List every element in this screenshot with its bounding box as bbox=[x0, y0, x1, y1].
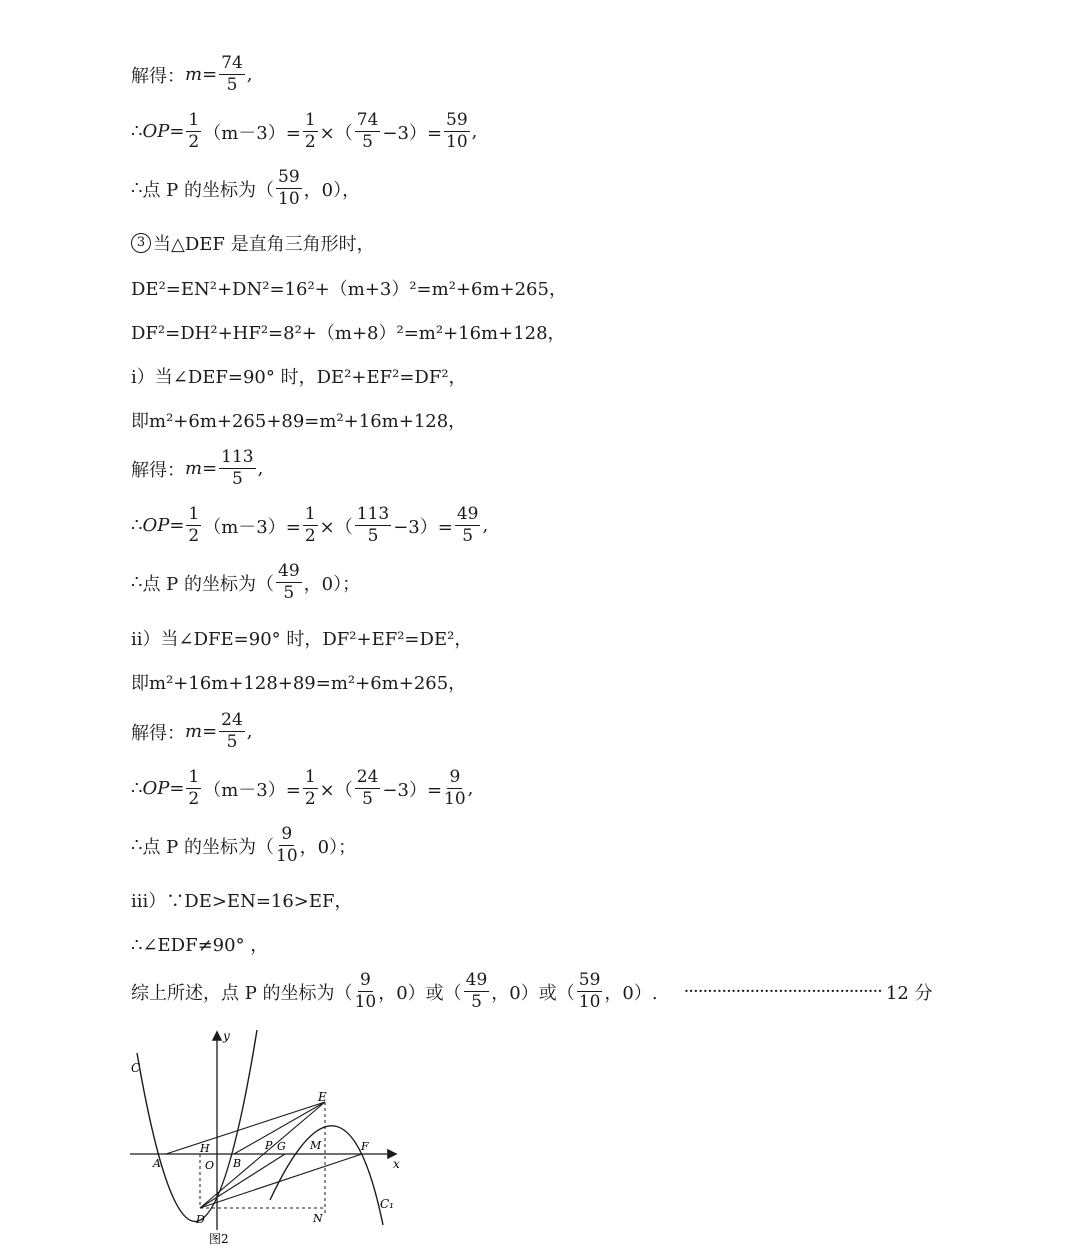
tail: , bbox=[471, 121, 478, 142]
numerator: 49 bbox=[278, 561, 300, 581]
numerator: 1 bbox=[188, 767, 200, 787]
therefore-sign: ∴ bbox=[131, 178, 143, 199]
equation: DE²=EN²+DN²=16²+（m+3）²=m²+6m+265， bbox=[131, 279, 567, 300]
denominator: 2 bbox=[188, 526, 200, 546]
tail: , bbox=[482, 515, 489, 536]
numerator: 113 bbox=[221, 447, 254, 467]
therefore-sign: ∴ bbox=[131, 572, 143, 593]
solve-m-line-3 bbox=[131, 712, 253, 751]
tail: , bbox=[246, 64, 253, 85]
denominator: 5 bbox=[362, 789, 373, 809]
tail: , bbox=[467, 778, 474, 799]
label-h: H bbox=[200, 1142, 210, 1155]
label-x: x bbox=[393, 1157, 400, 1171]
fraction bbox=[464, 972, 490, 1011]
numerator: 9 bbox=[449, 767, 461, 787]
label-p: P bbox=[265, 1139, 273, 1152]
op-line-3 bbox=[131, 769, 473, 808]
denominator: 2 bbox=[304, 789, 316, 809]
case-i-line bbox=[131, 363, 467, 389]
numerator: 49 bbox=[465, 970, 488, 990]
label-c1: C₁ bbox=[380, 1197, 394, 1211]
therefore-sign: ∴ bbox=[131, 778, 143, 799]
minus: −3）= bbox=[382, 779, 443, 801]
fraction-half bbox=[303, 506, 318, 545]
label-n: N bbox=[313, 1212, 323, 1225]
fraction-half bbox=[186, 112, 201, 151]
summary-lead: 综上所述，点 P 的坐标为（ bbox=[131, 982, 353, 1004]
fraction-half bbox=[186, 506, 201, 545]
case-ii-line bbox=[131, 625, 472, 651]
denominator: 2 bbox=[188, 789, 200, 809]
numerator: 24 bbox=[356, 767, 379, 787]
summary-line bbox=[131, 972, 933, 1011]
case-text: 当△DEF 是直角三角形时， bbox=[153, 234, 375, 255]
therefore-sign: ∴ bbox=[131, 121, 143, 142]
numerator: 59 bbox=[278, 167, 300, 187]
expr: （m－3）= bbox=[203, 779, 301, 801]
fraction bbox=[219, 55, 245, 94]
numerator: 59 bbox=[578, 970, 601, 990]
denominator: 10 bbox=[444, 789, 466, 809]
numerator: 1 bbox=[304, 504, 316, 524]
fraction-result bbox=[444, 112, 470, 151]
m-eq: m= bbox=[185, 64, 218, 85]
op-line-1 bbox=[131, 112, 477, 151]
equation: m²+6m+265+89=m²+16m+128， bbox=[149, 411, 467, 432]
label-a: A bbox=[153, 1157, 161, 1170]
solve-m-line-1 bbox=[131, 55, 253, 94]
dot-leader: ·········································· bbox=[683, 981, 882, 1002]
label-b: B bbox=[233, 1157, 242, 1170]
therefore-sign: ∴ bbox=[131, 515, 143, 536]
numerator: 1 bbox=[188, 110, 200, 130]
therefore-sign: ∴ bbox=[131, 835, 143, 856]
label-d: D bbox=[196, 1213, 205, 1226]
label-g: G bbox=[277, 1140, 286, 1153]
denominator: 5 bbox=[226, 732, 238, 752]
tail: ，0）， bbox=[303, 179, 361, 201]
m-eq: m= bbox=[185, 721, 218, 742]
label-m: M bbox=[310, 1139, 322, 1152]
fraction-half bbox=[303, 112, 318, 151]
op-eq: OP= bbox=[142, 515, 185, 536]
fraction bbox=[219, 712, 245, 751]
p-coord-label: 点 P 的坐标为（ bbox=[142, 573, 275, 595]
denominator: 2 bbox=[304, 526, 316, 546]
fraction-result bbox=[444, 769, 466, 808]
angle-statement: ∴∠EDF≠90° ， bbox=[131, 935, 269, 956]
p-coord-line-3 bbox=[131, 826, 356, 865]
figure-caption: 图2 bbox=[209, 1232, 229, 1246]
op-eq: OP= bbox=[142, 778, 185, 799]
angle-line bbox=[131, 931, 268, 957]
case-3-heading bbox=[131, 230, 375, 256]
solve-label: 解得： bbox=[131, 722, 185, 744]
score-label: 12 分 bbox=[885, 982, 933, 1004]
expr: （m－3）= bbox=[203, 122, 301, 144]
geometry-figure bbox=[125, 1025, 415, 1253]
circled-number: 3 bbox=[131, 233, 151, 253]
m-eq: m= bbox=[185, 458, 218, 479]
case-iii-line bbox=[131, 887, 353, 913]
numerator: 1 bbox=[304, 110, 316, 130]
numerator: 1 bbox=[188, 504, 200, 524]
denominator: 10 bbox=[354, 992, 377, 1012]
summary-end: ，0）. bbox=[604, 982, 658, 1004]
op-eq: OP= bbox=[142, 121, 185, 142]
fraction bbox=[219, 449, 255, 488]
denominator: 10 bbox=[446, 132, 468, 152]
minus: −3）= bbox=[393, 516, 453, 538]
eq-ii-line bbox=[131, 669, 466, 695]
p-coord-line-2 bbox=[131, 563, 360, 602]
label-o: O bbox=[205, 1159, 215, 1172]
p-coord-label: 点 P 的坐标为（ bbox=[142, 179, 275, 201]
denominator: 2 bbox=[304, 132, 316, 152]
fraction bbox=[276, 169, 302, 208]
numerator: 9 bbox=[359, 970, 371, 990]
de-squared-line bbox=[131, 275, 567, 301]
denominator: 5 bbox=[471, 992, 482, 1012]
fraction bbox=[276, 826, 298, 865]
label-c: C bbox=[131, 1061, 141, 1075]
tail: , bbox=[246, 721, 253, 742]
op-line-2 bbox=[131, 506, 488, 545]
numerator: 113 bbox=[356, 504, 390, 524]
times: ×（ bbox=[319, 516, 353, 538]
denominator: 5 bbox=[367, 526, 379, 546]
segment-df bbox=[200, 1154, 362, 1208]
solve-label: 解得： bbox=[131, 459, 185, 481]
fraction bbox=[355, 769, 381, 808]
numerator: 9 bbox=[281, 824, 293, 844]
df-squared-line bbox=[131, 319, 566, 345]
denominator: 5 bbox=[231, 469, 243, 489]
denominator: 5 bbox=[362, 132, 373, 152]
denominator: 2 bbox=[188, 132, 200, 152]
equation: m²+16m+128+89=m²+6m+265， bbox=[149, 673, 467, 694]
fraction-half bbox=[303, 769, 318, 808]
ie-label: 即 bbox=[131, 673, 149, 694]
case-text: ii）当∠DFE=90° 时，DF²+EF²=DE²， bbox=[131, 629, 473, 650]
numerator: 74 bbox=[221, 53, 243, 73]
fraction bbox=[355, 112, 381, 151]
times: ×（ bbox=[319, 779, 353, 801]
eq-i-line bbox=[131, 407, 466, 433]
times: ×（ bbox=[319, 122, 353, 144]
denominator: 5 bbox=[283, 583, 295, 603]
p-coord-label: 点 P 的坐标为（ bbox=[142, 836, 275, 858]
denominator: 5 bbox=[226, 75, 238, 95]
fraction bbox=[355, 972, 377, 1011]
label-y: y bbox=[223, 1029, 230, 1043]
minus: −3）= bbox=[382, 122, 443, 144]
tail: ，0）； bbox=[303, 573, 361, 595]
case-text: iii）∵DE>EN=16>EF， bbox=[131, 891, 353, 912]
solve-m-line-2 bbox=[131, 449, 263, 488]
tail: ，0）； bbox=[299, 836, 357, 858]
case-text: i）当∠DEF=90° 时，DE²+EF²=DF²， bbox=[131, 367, 467, 388]
segment-de bbox=[200, 1102, 325, 1208]
fraction-result bbox=[455, 506, 481, 545]
numerator: 24 bbox=[221, 710, 243, 730]
numerator: 59 bbox=[446, 110, 468, 130]
denominator: 10 bbox=[578, 992, 601, 1012]
label-f: F bbox=[361, 1140, 369, 1153]
label-e: E bbox=[318, 1090, 327, 1104]
separator: ，0）或（ bbox=[491, 982, 575, 1004]
numerator: 49 bbox=[456, 504, 479, 524]
separator: ，0）或（ bbox=[378, 982, 462, 1004]
numerator: 1 bbox=[304, 767, 316, 787]
solve-label: 解得： bbox=[131, 65, 185, 87]
fraction bbox=[276, 563, 302, 602]
fraction-half bbox=[186, 769, 201, 808]
equation: DF²=DH²+HF²=8²+（m+8）²=m²+16m+128， bbox=[131, 323, 566, 344]
denominator: 5 bbox=[462, 526, 474, 546]
expr: （m－3）= bbox=[203, 516, 301, 538]
p-coord-line-1 bbox=[131, 169, 360, 208]
denominator: 10 bbox=[278, 189, 300, 209]
numerator: 74 bbox=[356, 110, 379, 130]
parabola-c bbox=[137, 1030, 257, 1221]
tail: , bbox=[257, 458, 264, 479]
fraction bbox=[577, 972, 603, 1011]
ie-label: 即 bbox=[131, 411, 149, 432]
fraction bbox=[355, 506, 391, 545]
denominator: 10 bbox=[276, 846, 298, 866]
